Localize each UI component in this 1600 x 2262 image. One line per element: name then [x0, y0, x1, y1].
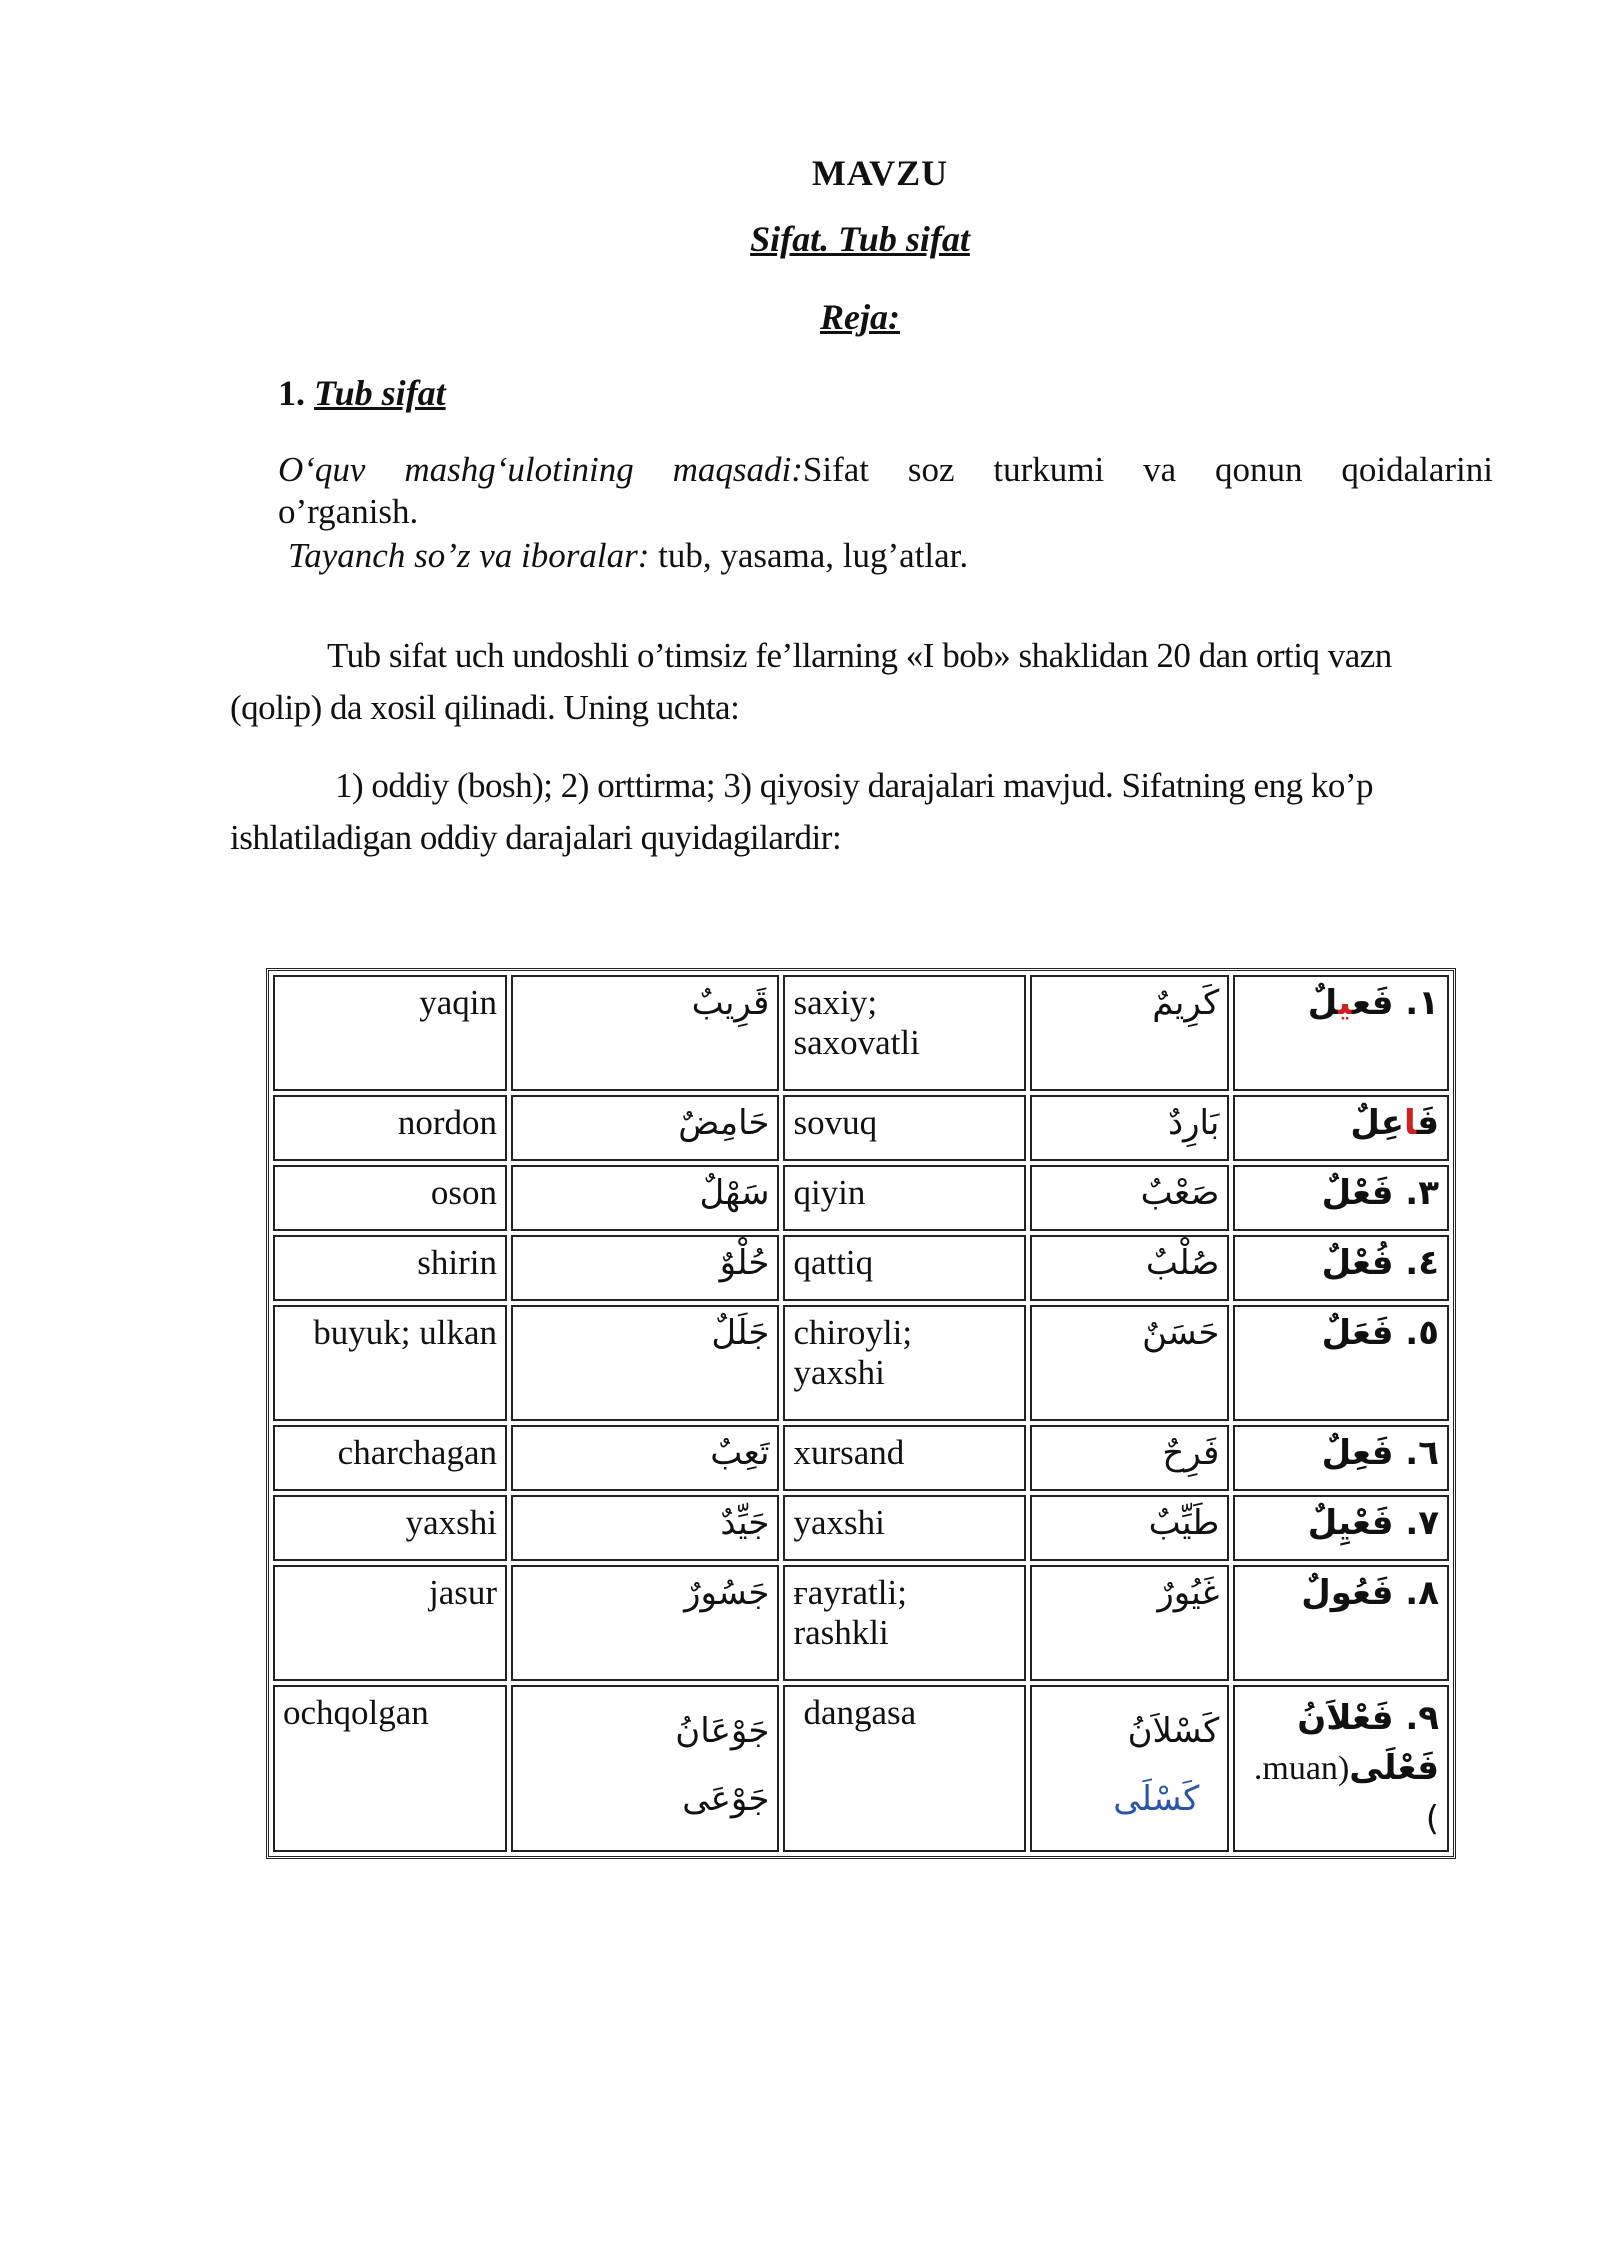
plan-item-text: Tub sifat: [314, 373, 446, 413]
pattern-note: ): [1425, 1799, 1439, 1839]
translation-text: qiyin: [793, 1173, 866, 1212]
paragraph-1-line-2: (qolip) da xosil qilinadi. Uning uchta:: [230, 688, 740, 727]
pattern-text: ٨. فَعُولٌ: [1301, 1573, 1439, 1613]
pattern-cell: [1233, 1305, 1449, 1421]
translation-text: yaxshi: [405, 1503, 498, 1542]
translation-cell: [273, 1565, 507, 1681]
table-row: [273, 1425, 1449, 1491]
pattern-cell: [1233, 1165, 1449, 1231]
arabic-word: تَعِبٌ: [710, 1433, 770, 1473]
translation-text: dangasa: [803, 1693, 917, 1732]
table-row: [273, 1235, 1449, 1301]
pattern-line: [1243, 1743, 1439, 1794]
arabic-word: صُلْبٌ: [1145, 1243, 1220, 1283]
translation-cell: [783, 1305, 1026, 1421]
pattern-text: ٩. فَعْلاَنُ: [1297, 1698, 1439, 1738]
translation-cell: [783, 1685, 1026, 1852]
pattern-text: ٦. فَعِلٌ: [1321, 1433, 1439, 1473]
arabic-word: جَوْعَى: [682, 1779, 770, 1819]
pattern-text: ٧. فَعْيِلٌ: [1307, 1503, 1439, 1543]
arabic-word: بَارِدٌ: [1167, 1103, 1220, 1143]
arabic-word: جَسُورٌ: [684, 1573, 770, 1613]
plan-heading: Reja:: [820, 297, 900, 337]
arabic-word-cell: [1030, 975, 1229, 1091]
translation-cell: [273, 1095, 507, 1161]
arabic-word: غَيُورٌ: [1157, 1573, 1220, 1613]
arabic-word: جَيِّدٌ: [720, 1503, 770, 1543]
adjective-patterns-table: [266, 968, 1456, 1859]
pattern-text: ف: [1416, 1103, 1439, 1143]
page-subtitle: Sifat. Tub sifat: [750, 219, 970, 259]
table-row: [273, 1685, 1449, 1852]
arabic-word-cell: [511, 975, 779, 1091]
translation-cell: [783, 1495, 1026, 1561]
translation-text: nordon: [397, 1103, 498, 1142]
pattern-cell: [1233, 1235, 1449, 1301]
arabic-word: كَسْلَى: [1113, 1779, 1200, 1819]
arabic-word: سَهْلٌ: [699, 1173, 770, 1213]
table-row: [273, 1495, 1449, 1561]
plan-item-1: [278, 372, 446, 414]
arabic-word-cell: [511, 1495, 779, 1561]
pattern-text: ٣. فَعْلٌ: [1321, 1173, 1439, 1213]
table-row: [273, 975, 1449, 1091]
keywords-line: [288, 536, 968, 576]
translation-cell: [273, 1165, 507, 1231]
arabic-word-cell: [511, 1565, 779, 1681]
pattern-text: عِلٌ: [1350, 1103, 1404, 1143]
translation-cell: [273, 1235, 507, 1301]
arabic-word: فَرِحٌ: [1162, 1433, 1220, 1473]
pattern-text: فَعْلَى: [1349, 1748, 1439, 1788]
table-row: [273, 1305, 1449, 1421]
arabic-word: حُلْوٌ: [719, 1243, 770, 1283]
translation-text: rashkli: [793, 1613, 889, 1652]
translation-text: ғayratli;: [793, 1573, 907, 1612]
arabic-word: طَيِّبٌ: [1148, 1503, 1220, 1543]
pattern-cell: [1233, 1685, 1449, 1852]
translation-text: oson: [430, 1173, 498, 1212]
arabic-word-cell: [511, 1235, 779, 1301]
arabic-word-cell: [511, 1685, 779, 1852]
keywords-label: Tayanch so’z va iboralar:: [288, 536, 650, 575]
table-row: [273, 1095, 1449, 1161]
arabic-word: حَسَنٌ: [1142, 1313, 1220, 1353]
pattern-cell: [1233, 1565, 1449, 1681]
arabic-word: قَرِيبٌ: [691, 983, 770, 1023]
translation-cell: [273, 1305, 507, 1421]
arabic-word-cell: [1030, 1495, 1229, 1561]
table-row: [273, 1565, 1449, 1681]
arabic-word-cell: [1030, 1425, 1229, 1491]
translation-text: sovuq: [793, 1103, 878, 1142]
page-title: MAVZU: [811, 153, 949, 193]
translation-cell: [783, 1095, 1026, 1161]
translation-text: chiroyli;: [793, 1313, 913, 1352]
translation-cell: [273, 975, 507, 1091]
arabic-word-cell: [1030, 1305, 1229, 1421]
arabic-word-cell: [1030, 1165, 1229, 1231]
arabic-word-cell: [511, 1305, 779, 1421]
translation-cell: [273, 1495, 507, 1561]
translation-text: ochqolgan: [283, 1693, 429, 1732]
translation-text: yaxshi: [793, 1503, 885, 1542]
translation-cell: [273, 1685, 507, 1852]
table-row: [273, 1165, 1449, 1231]
translation-text: xursand: [793, 1433, 905, 1472]
translation-cell: [783, 975, 1026, 1091]
pattern-cell: [1233, 975, 1449, 1091]
translation-text: shirin: [417, 1243, 498, 1282]
arabic-word-cell: [511, 1095, 779, 1161]
arabic-word: صَعْبٌ: [1140, 1173, 1220, 1213]
arabic-word-cell: [1030, 1685, 1229, 1852]
translation-text: buyuk; ulkan: [313, 1313, 498, 1352]
translation-text: charchagan: [337, 1433, 498, 1472]
paragraph-2: [230, 760, 1430, 864]
pattern-cell: [1233, 1095, 1449, 1161]
arabic-word: جَوْعَانُ: [675, 1711, 770, 1751]
paragraph-2-line-1: 1) oddiy (bosh); 2) orttirma; 3) qiyosiy darajalari mavjud. Sifatning eng ko’p: [335, 766, 1374, 805]
translation-cell: [783, 1425, 1026, 1491]
arabic-word: جَلَلٌ: [711, 1313, 770, 1353]
arabic-word-cell: [1030, 1235, 1229, 1301]
pattern-text: ٤. فُعْلٌ: [1321, 1243, 1439, 1283]
pattern-highlight: َا: [1403, 1103, 1417, 1143]
pattern-note: (muan.: [1253, 1750, 1350, 1787]
keywords-text: tub, yasama, lug’atlar.: [649, 536, 969, 575]
translation-cell: [273, 1425, 507, 1491]
arabic-word-cell: [511, 1165, 779, 1231]
translation-text: saxiy;: [793, 983, 878, 1022]
translation-cell: [783, 1235, 1026, 1301]
arabic-word: كَسْلاَنُ: [1127, 1711, 1220, 1751]
pattern-text: ٥. فَعَلٌ: [1321, 1313, 1439, 1353]
goal-line: [278, 448, 1493, 492]
pattern-cell: [1233, 1495, 1449, 1561]
paragraph-2-line-2: ishlatiladigan oddiy darajalari quyidagilardir:: [230, 818, 842, 857]
arabic-word-cell: [1030, 1565, 1229, 1681]
arabic-word: كَرِيمٌ: [1152, 983, 1220, 1023]
goal-label: O‘quv mashg‘ulotining maqsadi:: [278, 450, 803, 489]
translation-text: yaxshi: [793, 1353, 885, 1392]
translation-text: saxovatli: [793, 1023, 920, 1062]
arabic-word-cell: [1030, 1095, 1229, 1161]
goal-text: Sifat soz turkumi va qonun qoidalarini: [802, 450, 1493, 489]
arabic-word: حَامِضٌ: [678, 1103, 770, 1143]
translation-cell: [783, 1165, 1026, 1231]
pattern-text: لٌ: [1307, 983, 1339, 1023]
pattern-cell: [1233, 1425, 1449, 1491]
pattern-highlight: ي: [1338, 983, 1353, 1023]
translation-text: jasur: [428, 1573, 498, 1612]
pattern-text: ١. فَع: [1352, 983, 1439, 1023]
plan-item-number: 1.: [278, 373, 305, 413]
translation-text: qattiq: [793, 1243, 874, 1282]
paragraph-1-line-1: Tub sifat uch undoshli o’timsiz fe’llarning «I bob» shaklidan 20 dan ortiq vazn: [327, 636, 1392, 675]
paragraph-1: [230, 630, 1430, 734]
translation-cell: [783, 1565, 1026, 1681]
goal-continuation: o’rganish.: [278, 492, 419, 531]
arabic-word-cell: [511, 1425, 779, 1491]
translation-text: yaqin: [419, 983, 498, 1022]
